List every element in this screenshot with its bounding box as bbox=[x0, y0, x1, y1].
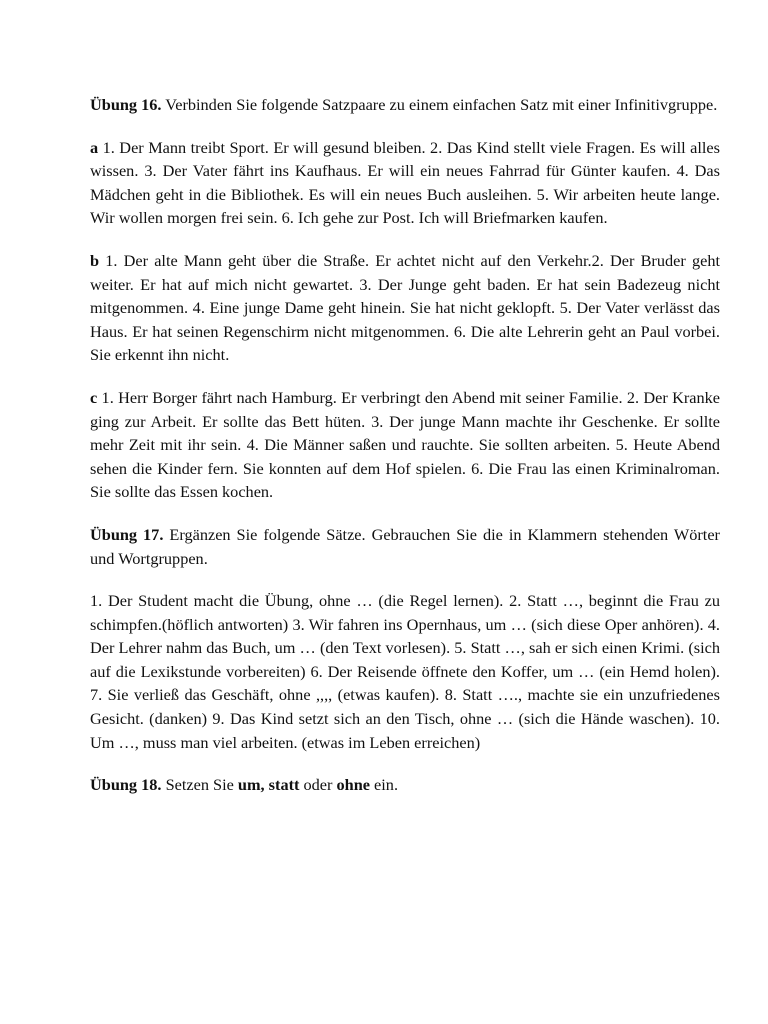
exercise-16-instruction: Verbinden Sie folgende Satzpaare zu einem einfachen Satz mit einer Infinitivgruppe. bbox=[161, 95, 718, 114]
exercise-16-heading bbox=[90, 93, 720, 117]
exercise-17-heading bbox=[90, 523, 720, 570]
part-c-label: c bbox=[90, 387, 98, 407]
part-b-label: b bbox=[90, 250, 100, 270]
exercise-17-instruction: Ergänzen Sie folgende Sätze. Gebrauchen Sie die in Klammern stehenden Wörter und Wortgruppen. bbox=[90, 524, 720, 568]
exercise-16-part-b bbox=[90, 249, 720, 367]
exercise-17-text: 1. Der Student macht die Übung, ohne … (die Regel lernen). 2. Statt …, beginnt die Frau zu schimpfen.(höflich antworten) 3. Wir fahren ins Opernhaus, um … (sich diese Oper anhören). 4. Der Lehrer nahm das Buch, um … (den Text vorlesen). 5. Statt …, sah er sich einen Krimi. (sich auf die Lexikstunde vorbereiten) 6. Der Reisende öffnete den Koffer, um … (ein Hemd holen). 7. Sie verließ das Geschäft, ohne ,,,, (etwas kaufen). 8. Statt …., machte sie ein unzufriedenes Gesicht. (danken) 9. Das Kind setzt sich an den Tisch, ohne … (sich die Hände waschen). 10. Um …, muss man viel arbeiten. (etwas im Leben erreichen) bbox=[90, 591, 720, 752]
exercise-16-part-c bbox=[90, 386, 720, 504]
exercise-16-part-a bbox=[90, 136, 720, 230]
document-page bbox=[90, 93, 720, 816]
part-b-text: 1. Der alte Mann geht über die Straße. Er achtet nicht auf den Verkehr.2. Der Bruder geht weiter. Er hat auf mich nicht gewartet. 3. Der Junge geht baden. Er hat sein Badezeug nicht mitgenommen. 4. Eine junge Dame geht hinein. Sie hat nicht geklopft. 5. Der Vater verlässt das Haus. Er hat seinen Regenschirm nicht mitgenommen. 6. Die alte Lehrerin geht an Paul vorbei. Sie erkennt ihn nicht. bbox=[90, 250, 720, 365]
part-a-text: 1. Der Mann treibt Sport. Er will gesund bleiben. 2. Das Kind stellt viele Fragen. Es will alles wissen. 3. Der Vater fährt ins Kaufhaus. Er will ein neues Fahrrad für Günter kaufen. 4. Das Mädchen geht in die Bibliothek. Es will ein neues Buch ausleihen. 5. Wir arbeiten heute lange. Wir wollen morgen frei sein. 6. Ich gehe zur Post. Ich will Briefmarken kaufen. bbox=[90, 137, 720, 228]
part-c-text: 1. Herr Borger fährt nach Hamburg. Er verbringt den Abend mit seiner Familie. 2. Der Kranke ging zur Arbeit. Er sollte das Bett hüten. 3. Der junge Mann machte ihr Geschenke. Er sollte mehr Zeit mit ihr sein. 4. Die Männer saßen und rauchte. Sie sollten arbeiten. 5. Heute Abend sehen die Kinder fern. Sie konnten auf dem Hof spielen. 6. Die Frau las einen Kriminalroman. Sie sollte das Essen kochen. bbox=[90, 387, 720, 502]
part-a-label: a bbox=[90, 137, 99, 157]
exercise-16-label: Übung 16. bbox=[90, 95, 162, 114]
exercise-18-heading bbox=[90, 773, 720, 797]
exercise-18-label: Übung 18. bbox=[90, 775, 162, 795]
exercise-18-keyword-ohne: ohne bbox=[336, 775, 370, 795]
exercise-18-instruction-mid: oder bbox=[299, 775, 337, 795]
exercise-18-instruction-post: ein. bbox=[369, 775, 399, 795]
exercise-17-label: Übung 17. bbox=[90, 524, 164, 544]
exercise-18-keyword-um-statt: um, statt bbox=[237, 775, 300, 795]
exercise-18-instruction-pre: Setzen Sie bbox=[161, 775, 238, 795]
